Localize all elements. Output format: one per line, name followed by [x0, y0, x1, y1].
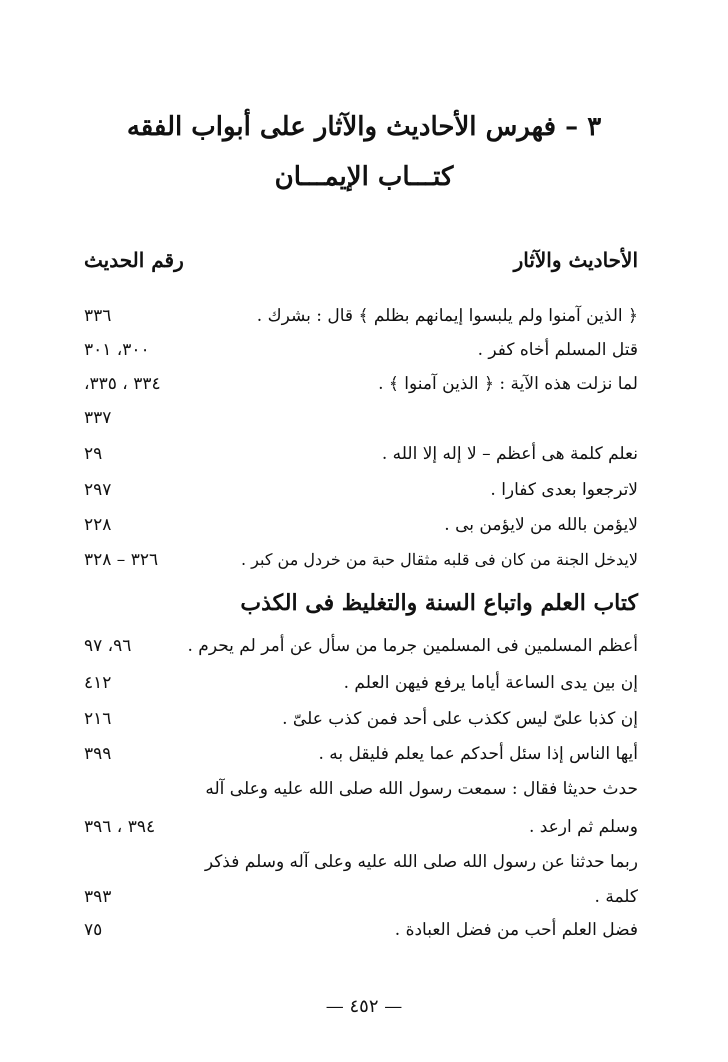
list-item — [84, 702, 638, 736]
list-item — [84, 666, 638, 700]
list-item — [84, 845, 638, 879]
hadith-number: ٢٩٧ — [84, 480, 112, 500]
list-item — [84, 772, 638, 806]
book-title-iman: كتـــاب الإيمـــان — [274, 162, 454, 192]
hadith-text: لايدخل الجنة من كان فى قلبه مثقال حبة من خردل من كبر . — [240, 550, 638, 569]
hadith-text: أيها الناس إذا سئل أحدكم عما يعلم فليقل به . — [318, 744, 638, 764]
hadith-text: إن كذبا علىّ ليس ككذب على أحد فمن كذب علىّ . — [282, 709, 638, 729]
hadith-number: ٩٦، ٩٧ — [84, 636, 132, 656]
page-title: ٣ – فهرس الأحاديث والآثار على أبواب الفقه — [126, 112, 602, 142]
hadith-number: ٣٩٤ ، ٣٩٦ — [84, 817, 156, 837]
hadith-text: نعلم كلمة هى أعظم – لا إله إلا الله . — [381, 444, 638, 464]
hadith-text: أعظم المسلمين فى المسلمين جرما من سأل عن أمر لم يحرم . — [187, 636, 638, 656]
hadith-number: ٣٣٤ ، ٣٣٥، — [84, 374, 161, 394]
hadith-number: ٢١٦ — [84, 709, 112, 729]
column-header-number: رقم الحديث — [84, 248, 184, 272]
hadith-text: كلمة . — [594, 887, 638, 907]
hadith-number: ٣٣٦ — [84, 306, 112, 326]
list-item — [84, 913, 638, 947]
list-item — [84, 473, 638, 507]
list-item — [84, 367, 638, 401]
page-number: — ٤٥٢ — — [325, 996, 403, 1017]
column-header-text: الأحاديث والآثار — [513, 248, 638, 272]
hadith-number: ٣٠٠، ٣٠١ — [84, 340, 150, 360]
list-item — [84, 543, 638, 577]
hadith-text: حدث حديثا فقال : سمعت رسول الله صلى الله عليه وعلى آله — [205, 779, 638, 799]
list-item — [84, 737, 638, 771]
hadith-text: ﴿ الذين آمنوا ولم يلبسوا إيمانهم بظلم ﴾ قال : بشرك . — [256, 306, 638, 326]
hadith-text: قتل المسلم أخاه كفر . — [477, 340, 638, 360]
list-item — [84, 629, 638, 663]
list-item — [84, 299, 638, 333]
hadith-number: ٢٩ — [84, 444, 103, 464]
list-item — [84, 508, 638, 542]
hadith-number: ٣٩٩ — [84, 744, 112, 764]
list-item — [84, 437, 638, 471]
hadith-number: ٤١٢ — [84, 673, 112, 693]
hadith-text: لايؤمن بالله من لايؤمن بى . — [444, 515, 638, 535]
hadith-text: إن بين يدى الساعة أياما يرفع فيهن العلم . — [343, 673, 638, 693]
hadith-number: ٣٢٦ – ٣٢٨ — [84, 550, 159, 570]
hadith-text: فضل العلم أحب من فضل العبادة . — [394, 920, 638, 940]
hadith-text: وسلم ثم ارعد . — [528, 817, 638, 837]
section-title-knowledge: كتاب العلم واتباع السنة والتغليظ فى الكذب — [240, 590, 638, 616]
hadith-text: ربما حدثنا عن رسول الله صلى الله عليه وعلى آله وسلم فذكر — [204, 852, 638, 872]
list-item — [84, 810, 638, 844]
hadith-number: ٧٥ — [84, 920, 103, 940]
hadith-number: ٢٢٨ — [84, 515, 112, 535]
hadith-number: ٣٩٣ — [84, 887, 112, 907]
list-item — [84, 880, 638, 914]
hadith-text: لما نزلت هذه الآية : ﴿ الذين آمنوا ﴾ . — [378, 374, 638, 394]
list-item — [84, 401, 638, 435]
list-item — [84, 333, 638, 367]
hadith-number: ٣٣٧ — [84, 408, 112, 428]
hadith-text: لاترجعوا بعدى كفارا . — [490, 480, 638, 500]
